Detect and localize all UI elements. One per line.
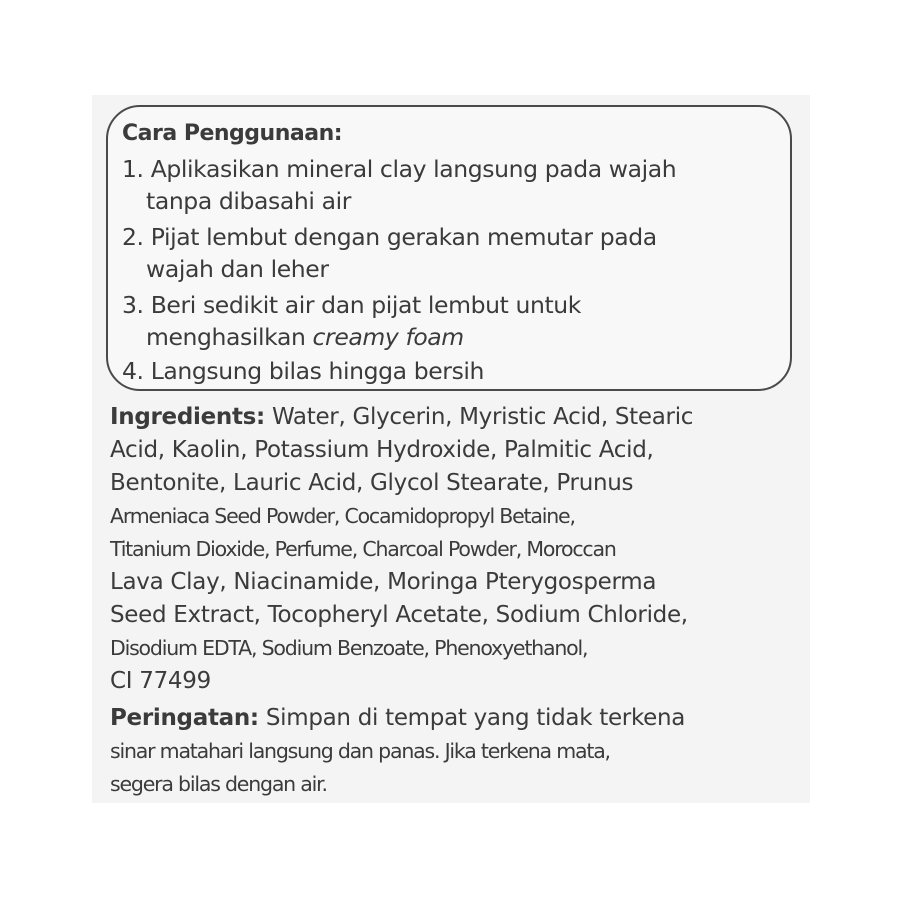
step-number: 3.	[122, 291, 144, 319]
ingredients-line-7: Seed Extract, Tocopheryl Acetate, Sodium Chloride,	[110, 602, 688, 628]
ingredients-line-5: Titanium Dioxide, Perfume, Charcoal Powder, Moroccan	[110, 537, 616, 561]
usage-step-2-continued: wajah dan leher	[146, 255, 329, 283]
step-text: Aplikasikan mineral clay langsung pada wajah	[150, 155, 677, 183]
cropped-text-line	[110, 795, 710, 803]
ingredients-text: Water, Glycerin, Myristic Acid, Stearic	[264, 404, 694, 430]
step-text: Beri sedikit air dan pijat lembut untuk	[150, 291, 581, 319]
ingredients-line-4: Armeniaca Seed Powder, Cocamidopropyl Betaine,	[110, 504, 575, 528]
step-text: Pijat lembut dengan gerakan memutar pada	[150, 223, 657, 251]
step-text: Langsung bilas hingga bersih	[150, 357, 485, 385]
warning-line-2: sinar matahari langsung dan panas. Jika terkena mata,	[110, 739, 610, 763]
warning-label: Peringatan:	[110, 705, 259, 731]
product-label	[92, 95, 810, 803]
step-text-italic: creamy foam	[312, 323, 464, 351]
warning-line-3: segera bilas dengan air.	[110, 772, 327, 796]
ingredients-line-9: CI 77499	[110, 668, 211, 694]
step-number: 4.	[122, 357, 144, 385]
ingredients-line-2: Acid, Kaolin, Potassium Hydroxide, Palmitic Acid,	[110, 437, 654, 463]
usage-step-3-continued	[146, 321, 464, 353]
usage-step-1	[122, 153, 676, 185]
usage-title: Cara Penggunaan:	[122, 121, 343, 146]
ingredients-line-3: Bentonite, Lauric Acid, Glycol Stearate, Prunus	[110, 470, 634, 496]
warning-text: Simpan di tempat yang tidak terkena	[258, 705, 686, 731]
usage-step-3	[122, 289, 581, 321]
usage-instructions-box	[106, 105, 792, 391]
ingredients-line-8: Disodium EDTA, Sodium Benzoate, Phenoxyethanol,	[110, 636, 588, 660]
step-text: menghasilkan	[146, 323, 313, 351]
warning-line-1	[110, 702, 685, 735]
usage-step-4	[122, 355, 484, 387]
ingredients-line-6: Lava Clay, Niacinamide, Moringa Pterygosperma	[110, 569, 657, 595]
usage-step-2	[122, 221, 657, 253]
usage-step-1-continued: tanpa dibasahi air	[146, 187, 351, 215]
ingredients-line-1	[110, 401, 693, 434]
ingredients-label: Ingredients:	[110, 404, 265, 430]
step-number: 2.	[122, 223, 144, 251]
step-number: 1.	[122, 155, 144, 183]
